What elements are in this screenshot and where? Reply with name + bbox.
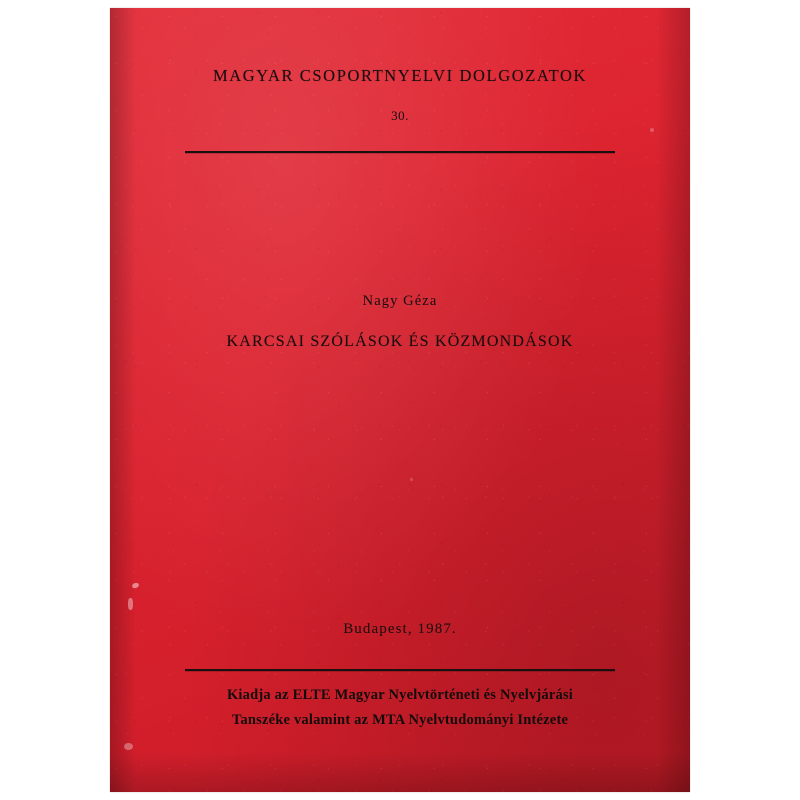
bottom-divider-rule — [185, 669, 615, 671]
place-and-year: Budapest, 1987. — [343, 621, 457, 637]
author-name: Nagy Géza — [362, 293, 438, 309]
cover-blemish — [128, 598, 133, 610]
cover-blemish — [650, 128, 654, 132]
publisher-line-1: Kiadja az ELTE Magyar Nyelvtörténeti és Nyelvjárási — [226, 687, 574, 703]
book-cover-image — [110, 8, 690, 792]
left-edge-shadow — [110, 8, 136, 792]
publisher-block — [140, 683, 660, 733]
top-divider-rule — [185, 151, 615, 153]
paper-texture-overlay — [110, 8, 690, 792]
series-title: MAGYAR CSOPORTNYELVI DOLGOZATOK — [212, 66, 588, 85]
right-edge-shadow — [656, 8, 690, 792]
cover-blemish — [124, 743, 133, 750]
cover-blemish — [131, 582, 139, 589]
bottom-edge-shadow — [110, 752, 690, 792]
series-number: 30. — [391, 108, 409, 123]
cover-blemish — [410, 478, 413, 481]
book-title: KARCSAI SZÓLÁSOK ÉS KÖZMONDÁSOK — [226, 333, 574, 350]
publisher-line-2: Tanszéke valamint az MTA Nyelvtudományi Intézete — [231, 712, 569, 728]
